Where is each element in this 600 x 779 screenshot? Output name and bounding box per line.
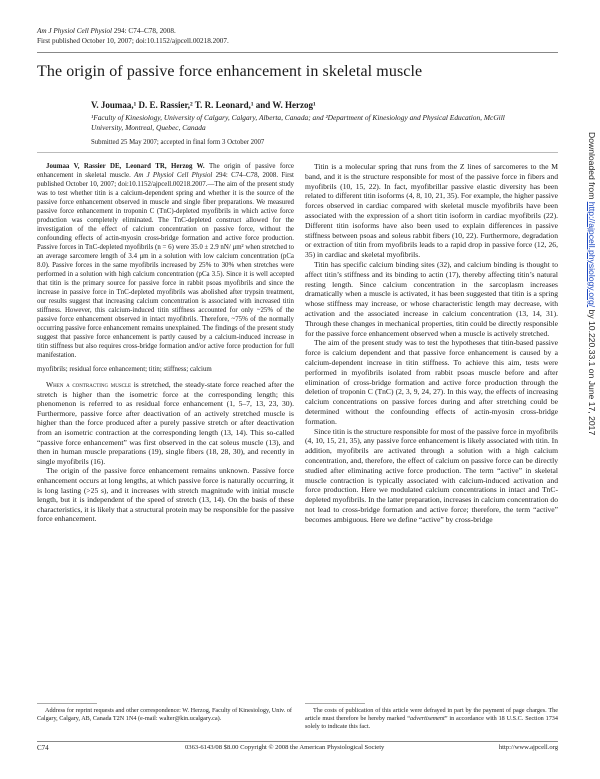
download-prefix: Downloaded from	[587, 132, 597, 202]
lead-in: When a contracting muscle	[46, 380, 132, 389]
download-link[interactable]: http://ajpcell.physiology.org/	[587, 201, 597, 308]
correspondence-footnote: Address for reprint requests and other correspondence: W. Herzog, Faculty of Kinesiology, Univ. of Calgary, Calgary, AB, Canada T2N 1N4 (e-mail: walter@kin.ucalgary.ca).	[37, 707, 292, 722]
download-suffix: by 10.220.33.1 on June 17, 2017	[587, 307, 597, 436]
intro-paragraph: Titin has specific calcium binding sites (32), and calcium binding is thought to affect titin’s stiffness and its binding to actin (17), thereby affecting titin’s natural resting length. Since calcium concentration in the sarcoplasm increases dramatically when a muscle is activated, it has been suggested that titin is a spring whose stiffness may increase, or whose characteristic length may decrease, with activation and the associated increase in calcium concentration (13, 14, 31). Through these changes in mechanical properties, titin could be directly responsible for the passive force enhancement observed when a muscle is actively stretched.	[305, 259, 558, 338]
journal-header	[37, 27, 229, 46]
journal-name: Am J Physiol Cell Physiol	[37, 27, 113, 35]
page-charges-footnote	[305, 707, 558, 731]
header-rule	[37, 52, 558, 53]
intro-left	[37, 380, 294, 524]
advertisement-word: advertisement	[410, 715, 445, 722]
intro-paragraph: The aim of the present study was to test the hypotheses that titin-based passive force is calcium dependent and that passive force enhancement is caused by a calcium-dependent increase in titin stiffness. To achieve this aim, tests were performed in myofibrils isolated from rabbit psoas muscle before and after elimination of cross-bridge formation and active force production through the deletion of troponin C (TnC) (2, 3, 9, 24, 27). In this way, the effects of increasing calcium concentrations on passive forces during and after stretching could be determined without the confounding effects of actin-myosin cross-bridge formation.	[305, 338, 558, 426]
keywords: myofibrils; residual force enhancement; titin; stiffness; calcium	[37, 366, 212, 373]
page-charges-text: The costs of publication of this article were defrayed in part by the payment of page charges. The article must therefore be hereby marked “	[305, 707, 558, 722]
footnote-rule-right	[305, 703, 365, 704]
title-rule	[37, 152, 558, 153]
journal-website[interactable]: http://www.ajpcell.org	[498, 744, 558, 751]
footer-rule	[37, 741, 558, 742]
copyright-line: 0363-6143/08 $8.00 Copyright © 2008 the American Physiological Society	[185, 744, 385, 751]
affiliations: ¹Faculty of Kinesiology, University of Calgary, Calgary, Alberta, Canada; and ²Department of Kinesiology and Physical Education, McGill University, Montreal, Quebec, Canada	[91, 113, 505, 132]
published-line: First published October 10, 2007; doi:10.1152/ajpcell.00218.2007.	[37, 36, 229, 45]
abstract	[37, 162, 294, 360]
download-notice	[587, 132, 597, 435]
intro-paragraph: The origin of the passive force enhancement remains unknown. Passive force enhancement occurs at long lengths, at which passive force is naturally occurring, it is long lasting (>25 s), and it increases with stretch magnitude with initial muscle length, but it is independent of the speed of stretch (13, 14). On the basis of these characteristics, it is likely that a structural protein may be responsible for the passive force enhancement.	[37, 466, 294, 524]
intro-paragraph: Titin is a molecular spring that runs from the Z lines of sarcomeres to the M band, and it is the structure responsible for most of the passive force in fibers and myofibrils (10, 15, 22). In fact, myofibrillar passive elastic diversity has been related to different titin isoforms (4, 8, 10, 21, 35). For example, the higher passive forces observed in cardiac compared with skeletal muscle myofibrils have been associated with the expression of a short titin isoform in cardiac myofibrils (22). Different titin isoforms have also been used to explain differences in passive stiffness between psoas and soleus rabbit fibers (10, 22). Furthermore, degradation or extraction of titin from myofibrils leads to a rapid drop in passive force (12, 26, 35) in cardiac and skeletal myofibrils.	[305, 162, 558, 260]
abstract-citation-title: The origin of passive force enhancement in skeletal muscle.	[37, 163, 294, 179]
intro-paragraph	[37, 380, 294, 466]
intro-paragraph-text: is stretched, the steady-state force reached after the stretch is higher than the isometric force at the corresponding length; this phenomenon is referred to as residual force enhancement (1, 5–7, 13, 23, 30). Furthermore, passive force after deactivation of an actively stretched muscle is higher than the force produced after a purely passive stretch or after deactivation from an isometric contraction at the corresponding length (13, 14). This so-called “passive force enhancement” was first observed in the cat soleus muscle (13), and then in human muscle preparations (19), single fibers (18, 28, 30), and recently in single myofibrils (16).	[37, 380, 294, 466]
intro-paragraph: Since titin is the structure responsible for most of the passive force in myofibrils (4, 10, 15, 21, 35), any passive force enhancement is likely associated with titin. In addition, myofibrils are activated through a solution with a high calcium concentration, and, therefore, the effect of calcium on passive force can be directly studied after eliminating active force production. The term “active” in skeletal muscle contraction is typically associated with calcium-induced activation and force production. Here we modulated calcium concentrations in intact and TnC-depleted myofibrils. In the latter preparation, increases in calcium concentration do not lead to cross-bridge formation and active force; therefore, the term “active” becomes ambiguous. Here we define “active” by cross-bridge	[305, 426, 559, 524]
download-sidebar	[584, 132, 598, 632]
article-title: The origin of passive force enhancement in skeletal muscle	[37, 63, 423, 80]
abstract-citation-details: 294: C74–C78, 2008. First published October 10, 2007; doi:10.1152/ajpcell.00218.2007.—	[37, 172, 294, 188]
abstract-citation-journal: Am J Physiol Cell Physiol	[134, 172, 213, 179]
submission-dates: Submitted 25 May 2007; accepted in final form 3 October 2007	[91, 139, 265, 146]
abstract-citation-authors: Joumaa V, Rassier DE, Leonard TR, Herzog W.	[46, 163, 205, 170]
left-column	[37, 162, 294, 524]
page-number: C74	[37, 744, 49, 752]
footnote-rule-left	[37, 703, 97, 704]
page-charges-text-end: ” in accordance with 18 U.S.C. Section 1734 solely to indicate this fact.	[305, 715, 558, 730]
abstract-body: The aim of the present study was to test whether titin is a calcium-dependent spring and whether it is the source of the passive force enhancement observed in muscle and single fiber preparations. We measured passive force enhancement in troponin C (TnC)-depleted myofibrils in which active force production was completely eliminated. The TnC-depleted construct allowed for the investigation of the effect of calcium concentration on passive force, without the confounding effects of actin-myosin cross-bridge formation and active force production. Passive forces in TnC-depleted myofibrils (n = 6) were 35.0 ± 2.9 nN/ μm² when stretched to an average sarcomere length of 3.4 μm in a solution with low calcium concentration (pCa 8.0). Passive forces in the same myofibrils increased by 25% to 30% when stretches were performed in a solution with high calcium concentration (pCa 3.5). Since it is well accepted that titin is the primary source for passive force in rabbit psoas myofibrils and since the increase in passive force in TnC-depleted myofibrils was abolished after trypsin treatment, our results suggest that increasing calcium concentration is associated with increased titin stiffness. However, this calcium-induced titin stiffness accounted for only ~25% of the passive force enhancement observed in intact myofibrils. Therefore, ~75% of the normally occurring passive force enhancement remains unexplained. The findings of the present study suggest that passive force enhancement is partly caused by a calcium-induced increase in titin stiffness but also requires cross-bridge formation and/or active force production for full manifestation.	[37, 181, 294, 359]
right-column	[305, 162, 558, 524]
author-list: V. Joumaa,¹ D. E. Rassier,² T. R. Leonard,¹ and W. Herzog¹	[91, 100, 316, 110]
journal-citation: 294: C74–C78, 2008.	[113, 27, 176, 35]
